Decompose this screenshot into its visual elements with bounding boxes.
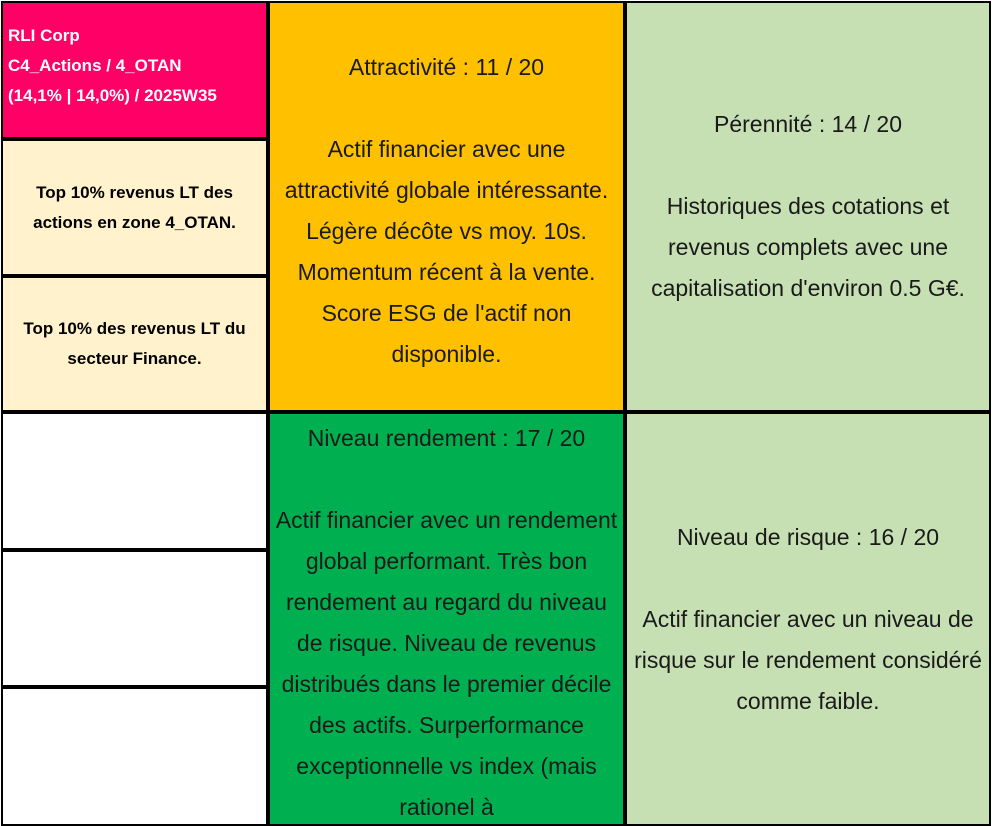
risque-text: Actif financier avec un niveau de risque sur le rendement considéré comme faible. [634, 605, 982, 714]
attractivite-cell [268, 1, 625, 412]
sector-rank-text: Top 10% des revenus LT du secteur Finance. [23, 319, 246, 368]
empty-cell [1, 412, 268, 550]
asset-category: C4_Actions / 4_OTAN [8, 56, 182, 75]
rendement-text: Actif financier avec un rendement global performant. Très bon rendement au regard du niveau de risque. Niveau de revenus distribués dans le premier décile des actifs. Surperformance exceptionnelle vs index (mais rationel à [275, 507, 618, 820]
zone-rank-text: Top 10% revenus LT des actions en zone 4_OTAN. [33, 182, 236, 232]
attractivite-text: Actif financier avec une attractivité globale intéressante. Légère décôte vs moy. 10s. Momentum récent à la vente. Score ESG de l'actif non disponible. [284, 136, 609, 367]
attractivite-title: Attractivité : 11 / 20 [348, 54, 545, 80]
rendement-cell [268, 412, 625, 826]
perennite-cell [625, 1, 991, 412]
empty-cell [1, 550, 268, 687]
sector-rank-cell [1, 276, 268, 412]
asset-stats: (14,1% | 14,0%) / 2025W35 [8, 86, 217, 105]
risque-title: Niveau de risque : 16 / 20 [676, 523, 940, 550]
empty-cell [1, 687, 268, 826]
rendement-title: Niveau rendement : 17 / 20 [307, 425, 586, 451]
asset-header-cell [1, 1, 268, 139]
perennite-title: Pérennité : 14 / 20 [714, 111, 902, 137]
zone-rank-cell [1, 139, 268, 276]
company-name: RLI Corp [8, 26, 80, 45]
risque-cell [625, 412, 991, 826]
perennite-text: Historiques des cotations et revenus complets avec une capitalisation d'environ 0.5 G€. [651, 193, 965, 301]
